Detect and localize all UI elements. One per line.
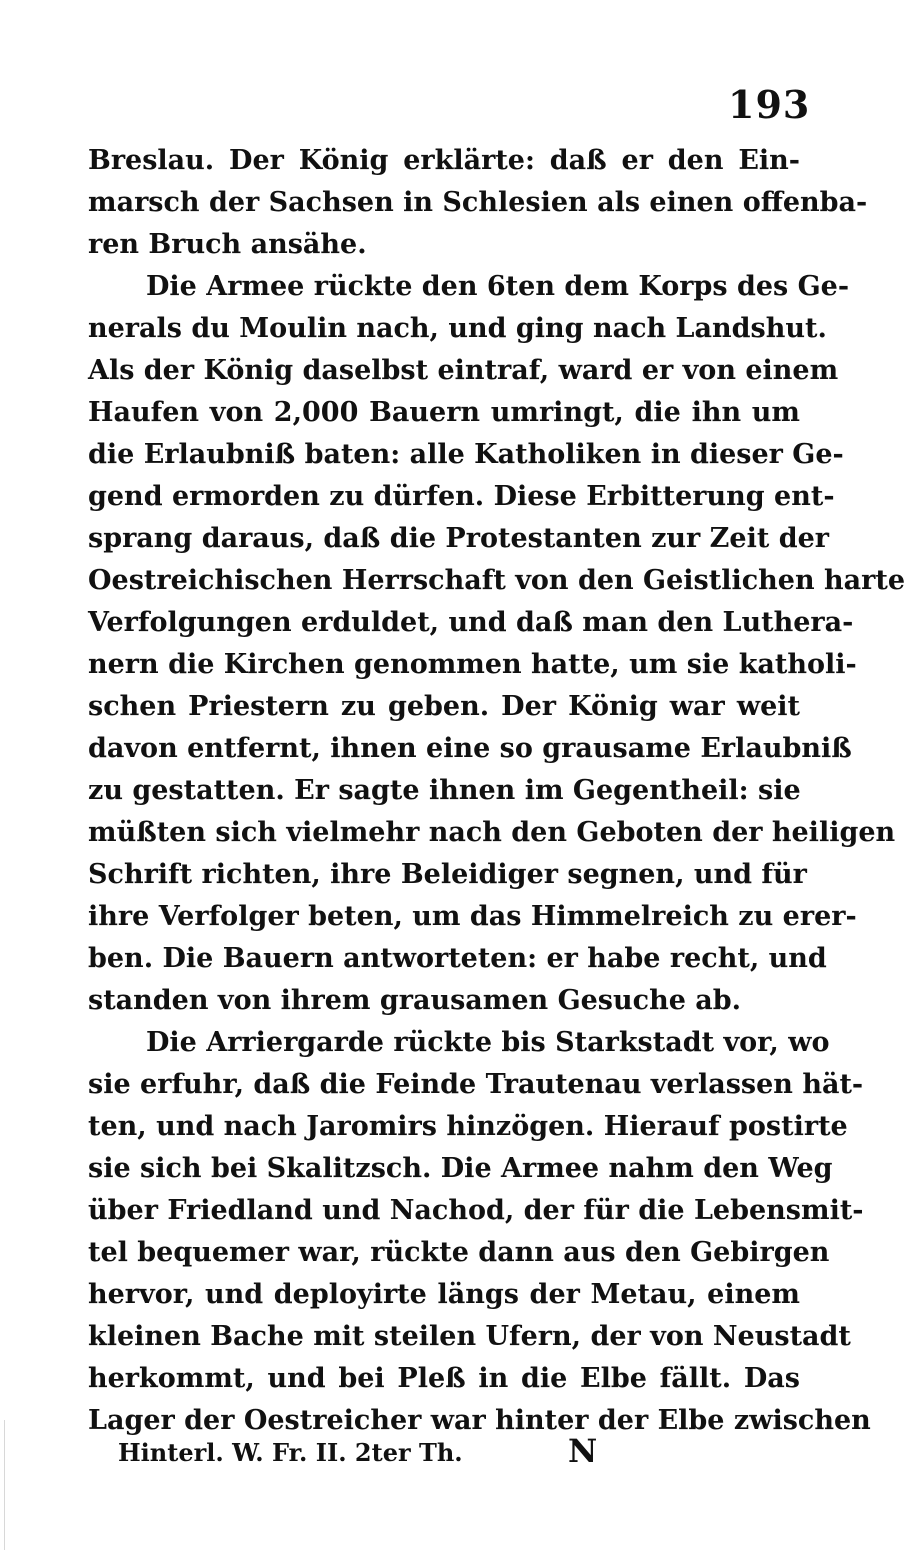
text-line: davon entfernt, ihnen eine so grausame Erlaubniß	[88, 733, 852, 764]
text-line: sprang daraus, daß die Protestanten zur Zeit der	[88, 523, 829, 554]
printer-signature: Hinterl. W. Fr. II. 2ter Th.	[118, 1438, 463, 1467]
text-line: standen von ihrem grausamen Gesuche ab.	[88, 985, 742, 1016]
page-edge-shadow	[4, 1420, 5, 1550]
text-line: Breslau. Der König erklärte: daß er den Ein-	[88, 145, 800, 176]
text-line: Die Arriergarde rückte bis Starkstadt vor, wo	[146, 1027, 830, 1058]
text-line: Lager der Oestreicher war hinter der Elbe zwischen	[88, 1405, 871, 1436]
text-line: zu gestatten. Er sagte ihnen im Gegentheil: sie	[88, 775, 801, 806]
text-line: tel bequemer war, rückte dann aus den Gebirgen	[88, 1237, 830, 1268]
text-line: hervor, und deployirte längs der Metau, einem	[88, 1279, 800, 1310]
text-line: nerals du Moulin nach, und ging nach Landshut.	[88, 313, 827, 344]
text-line: ren Bruch ansähe.	[88, 229, 367, 260]
text-line: müßten sich vielmehr nach den Geboten der heiligen	[88, 817, 896, 848]
text-line: ten, und nach Jaromirs hinzögen. Hierauf postirte	[88, 1111, 848, 1142]
text-line: ben. Die Bauern antworteten: er habe recht, und	[88, 943, 827, 974]
gathering-mark: N	[568, 1432, 598, 1470]
text-line: Haufen von 2,000 Bauern umringt, die ihn um	[88, 397, 800, 428]
text-line: kleinen Bache mit steilen Ufern, der von Neustadt	[88, 1321, 851, 1352]
text-line: Die Armee rückte den 6ten dem Korps des Ge-	[146, 271, 850, 302]
text-line: über Friedland und Nachod, der für die Lebensmit-	[88, 1195, 864, 1226]
text-line: Als der König daselbst eintraf, ward er von einem	[88, 355, 839, 386]
text-line: Verfolgungen erduldet, und daß man den Luthera-	[88, 607, 854, 638]
text-line: sie sich bei Skalitzsch. Die Armee nahm den Weg	[88, 1153, 833, 1184]
text-line: ihre Verfolger beten, um das Himmelreich zu erer-	[88, 901, 857, 932]
page-footer	[0, 1432, 900, 1478]
text-line: schen Priestern zu geben. Der König war weit	[88, 691, 800, 722]
text-line: Oestreichischen Herrschaft von den Geistlichen harte	[88, 565, 905, 596]
text-line: die Erlaubniß baten: alle Katholiken in dieser Ge-	[88, 439, 844, 470]
text-line: sie erfuhr, daß die Feinde Trautenau verlassen hät-	[88, 1069, 864, 1100]
page-number: 193	[728, 82, 811, 127]
text-line: marsch der Sachsen in Schlesien als einen offenba-	[88, 187, 868, 218]
text-line: herkommt, und bei Pleß in die Elbe fällt. Das	[88, 1363, 800, 1394]
text-line: Schrift richten, ihre Beleidiger segnen, und für	[88, 859, 807, 890]
text-line: gend ermorden zu dürfen. Diese Erbitterung ent-	[88, 481, 835, 512]
body-text	[88, 140, 905, 1442]
text-line: nern die Kirchen genommen hatte, um sie katholi-	[88, 649, 857, 680]
